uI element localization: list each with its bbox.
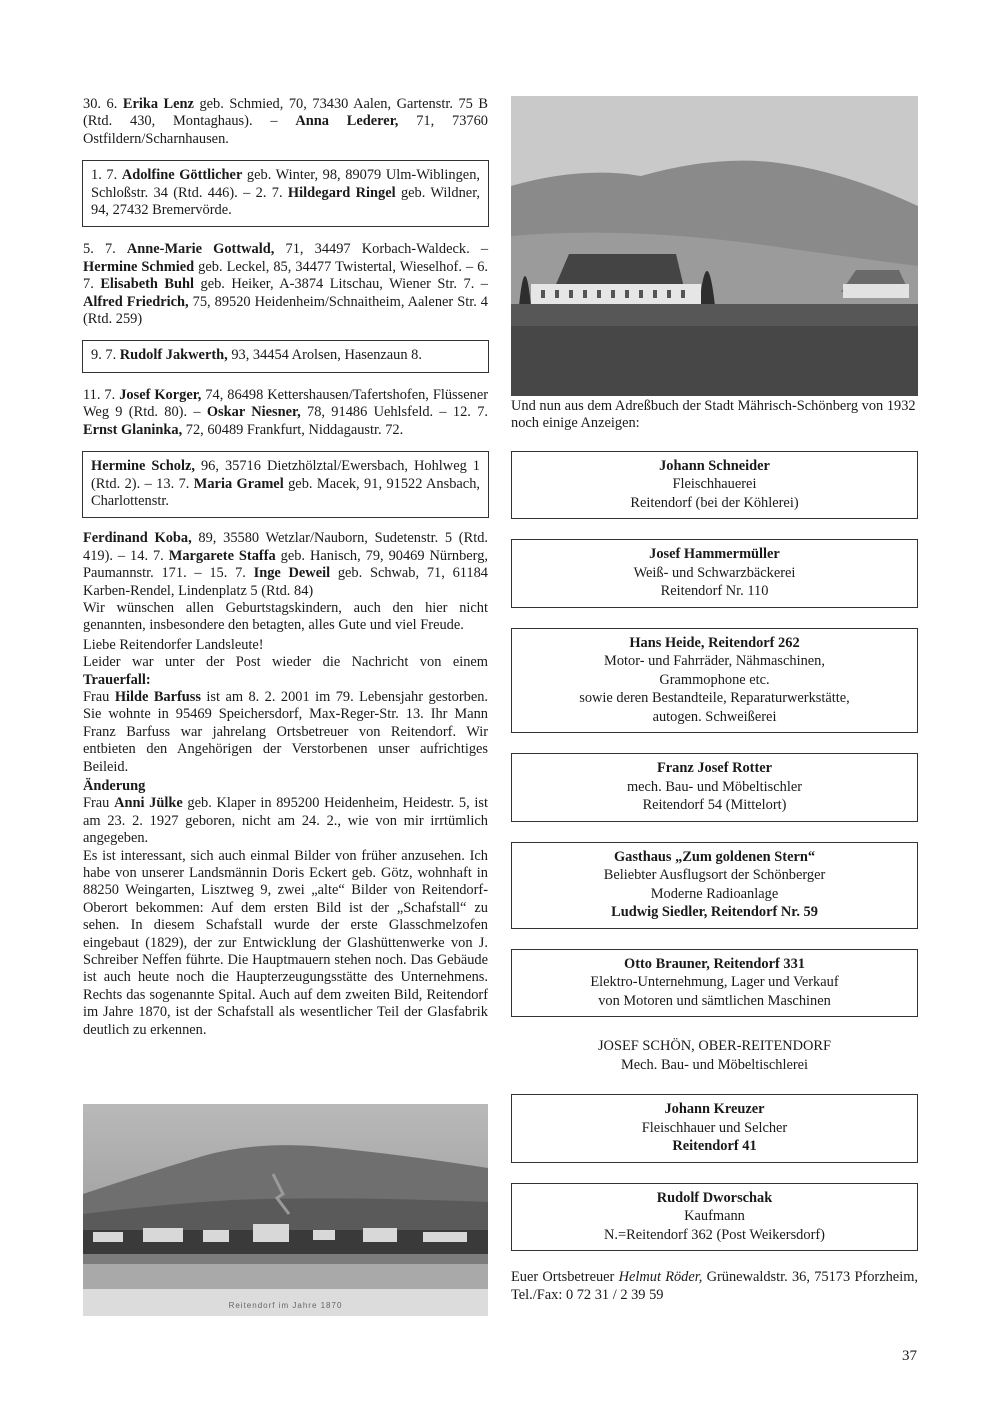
ad-title: Johann Kreuzer — [664, 1101, 765, 1118]
left-column — [83, 96, 488, 1039]
signoff: Euer Ortsbetreuer Helmut Röder, Grünewaldstr. 36, 75173 Pforzheim, Tel./Fax: 0 72 31 / 2 39 59 — [511, 1269, 918, 1303]
wishes-paragraph: Wir wünschen allen Geburtstagskindern, auch den hier nicht genannten, insbesondere den betagten, alles Gute und viel Freude. — [83, 599, 488, 634]
right-column — [511, 398, 918, 1304]
ads-intro: Und nun aus dem Adreßbuch der Stadt Mährisch-Schönberg von 1932 noch einige Anzeigen: — [511, 398, 916, 432]
page-number: 37 — [902, 1348, 917, 1364]
greeting: Liebe Reitendorfer Landsleute! — [83, 636, 264, 653]
birthday-entry: 5. 7. Anne-Marie Gottwald, 71, 34497 Korbach-Waldeck. – Hermine Schmied geb. Leckel, 85, 34477 Twistertal, Wieselhof. – 6. 7. Elisabeth Buhl geb. Heiker, A-3874 Litschau, Wiener Str. 7. – Alfred Friedrich, 75, 89520 Heidenheim/Schnaitheim, Aalener Str. 4 (Rtd. 259) — [83, 241, 489, 328]
ad-title: JOSEF SCHÖN, OBER-REITENDORF — [597, 1038, 832, 1055]
birthday-entry: Ferdinand Koba, 89, 35580 Wetzlar/Nauborn, Sudetenstr. 5 (Rtd. 419). – 14. 7. Margarete Staffa geb. Hanisch, 79, 90469 Nürnberg, Paumannstr. 171. – 15. 7. Inge Deweil geb. Schwab, 71, 61184 Karben-Rendel, Lindenplatz 5 (Rtd. 84) — [83, 530, 489, 599]
ad-box: Gasthaus „Zum goldenen Stern“ Beliebter Ausflugsort der Schönberger Moderne Radioanlage Ludwig Siedler, Reitendorf Nr. 59 — [511, 842, 918, 929]
ad-box: Franz Josef Rotter mech. Bau- und Möbeltischler Reitendorf 54 (Mittelort) — [511, 753, 918, 822]
obituary-intro: Leider war unter der Post wieder die Nachricht von einem Trauerfall: — [83, 654, 488, 688]
obituary-paragraph: Frau Hilde Barfuss ist am 8. 2. 2001 im 79. Lebensjahr gestorben. Sie wohnte in 95469 Speichersdorf, Max-Reger-Str. 13. Ihr Mann Franz Barfuss war jahrelang Ortsbetreuer von Reitendorf. Wir entbieten den Angehörigen der Verstorbenen unser aufrichtiges Beileid. — [83, 688, 489, 775]
ad-plain: JOSEF SCHÖN, OBER-REITENDORF Mech. Bau- und Möbeltischlerei — [511, 1037, 918, 1074]
ad-title: Gasthaus „Zum goldenen Stern“ — [613, 848, 816, 865]
ad-box: Otto Brauner, Reitendorf 331 Elektro-Unternehmung, Lager und Verkauf von Motoren und sämtlichen Maschinen — [511, 949, 918, 1018]
photos-paragraph: Es ist interessant, sich auch einmal Bilder von früher anzusehen. Ich habe von unserer Landsmännin Doris Eckert geb. Götz, wohnhaft in 88250 Weingarten, Lisztweg 9, zwei „alte“ Bilder von Reitendorf-Oberort bekommen: Auf dem ersten Bild ist der „Schafstall“ zu sehen. In diesem Schafstall wurde der erste Glasschmelzofen eingebaut (1829), der zur Entwicklung der Glashüttenwerke von J. Schreiber Neffen führte. Die Hauptmauern stehen noch. Das Gebäude ist auch heute noch die Haupterzeugungsstätte des Unternehmens. Rechts das sogenannte Spital. Auch auf dem zweiten Bild, Reitendorf im Jahre 1870, ist der Schafstall als wesentlicher Teil der Glasfabrik deutlich zu erkennen. — [83, 847, 488, 1038]
section-heading-change: Änderung — [83, 778, 146, 794]
landscape-illustration — [511, 96, 918, 396]
ad-title: Franz Josef Rotter — [656, 760, 773, 777]
ad-title: Otto Brauner, Reitendorf 331 — [624, 955, 805, 972]
ad-box: Rudolf Dworschak Kaufmann N.=Reitendorf 362 (Post Weikersdorf) — [511, 1183, 918, 1252]
ad-title: Rudolf Dworschak — [656, 1189, 773, 1206]
landscape-illustration — [83, 1104, 488, 1316]
photo-reitendorf-1870 — [83, 1104, 488, 1316]
photo-caption: Reitendorf im Jahre 1870 — [228, 1301, 343, 1310]
ad-title: Hans Heide, Reitendorf 262 — [629, 634, 800, 651]
ad-box: Josef Hammermüller Weiß- und Schwarzbäckerei Reitendorf Nr. 110 — [511, 539, 918, 608]
birthday-entry: 11. 7. Josef Korger, 74, 86498 Kettershausen/Tafertshofen, Flüssener Weg 9 (Rtd. 80). – Oskar Niesner, 78, 91486 Uehlsfeld. – 12. 7. Ernst Glaninka, 72, 60489 Frankfurt, Niddagaustr. 72. — [83, 386, 489, 438]
ad-title: Josef Hammermüller — [649, 546, 780, 563]
ad-box: Johann Kreuzer Fleischhauer und Selcher Reitendorf 41 — [511, 1094, 918, 1163]
highlighted-birthday-box: 9. 7. Rudolf Jakwerth, 93, 34454 Arolsen, Hasenzaun 8. — [82, 340, 489, 372]
ad-box: Hans Heide, Reitendorf 262 Motor- und Fahrräder, Nähmaschinen, Grammophone etc. sowie deren Bestandteile, Reparaturwerkstätte, autogen. Schweißerei — [511, 628, 918, 734]
highlighted-birthday-box: Hermine Scholz, 96, 35716 Dietzhölztal/Ewersbach, Hohlweg 1 (Rtd. 2). – 13. 7. Maria Gramel geb. Macek, 91, 91522 Ansbach, Charlottenstr. — [82, 451, 489, 518]
birthday-entry: 30. 6. Erika Lenz geb. Schmied, 70, 73430 Aalen, Gartenstr. 75 B (Rtd. 430, Montaghaus). – Anna Lederer, 71, 73760 Ostfildern/Scharnhausen. — [83, 96, 488, 147]
correction-paragraph: Frau Anni Jülke geb. Klaper in 895200 Heidenheim, Heidestr. 5, ist am 23. 2. 1927 geboren, nicht am 24. 2., wie von mir irrtümlich angegeben. — [83, 795, 488, 847]
ad-box: Johann Schneider Fleischhauerei Reitendorf (bei der Köhlerei) — [511, 451, 918, 520]
highlighted-birthday-box: 1. 7. Adolfine Göttlicher geb. Winter, 98, 89079 Ulm-Wiblingen, Schloßstr. 34 (Rtd. 446). – 2. 7. Hildegard Ringel geb. Wildner, 94, 27432 Bremervörde. — [82, 160, 489, 227]
photo-schafstall — [511, 96, 918, 396]
ad-title: Johann Schneider — [659, 457, 770, 474]
